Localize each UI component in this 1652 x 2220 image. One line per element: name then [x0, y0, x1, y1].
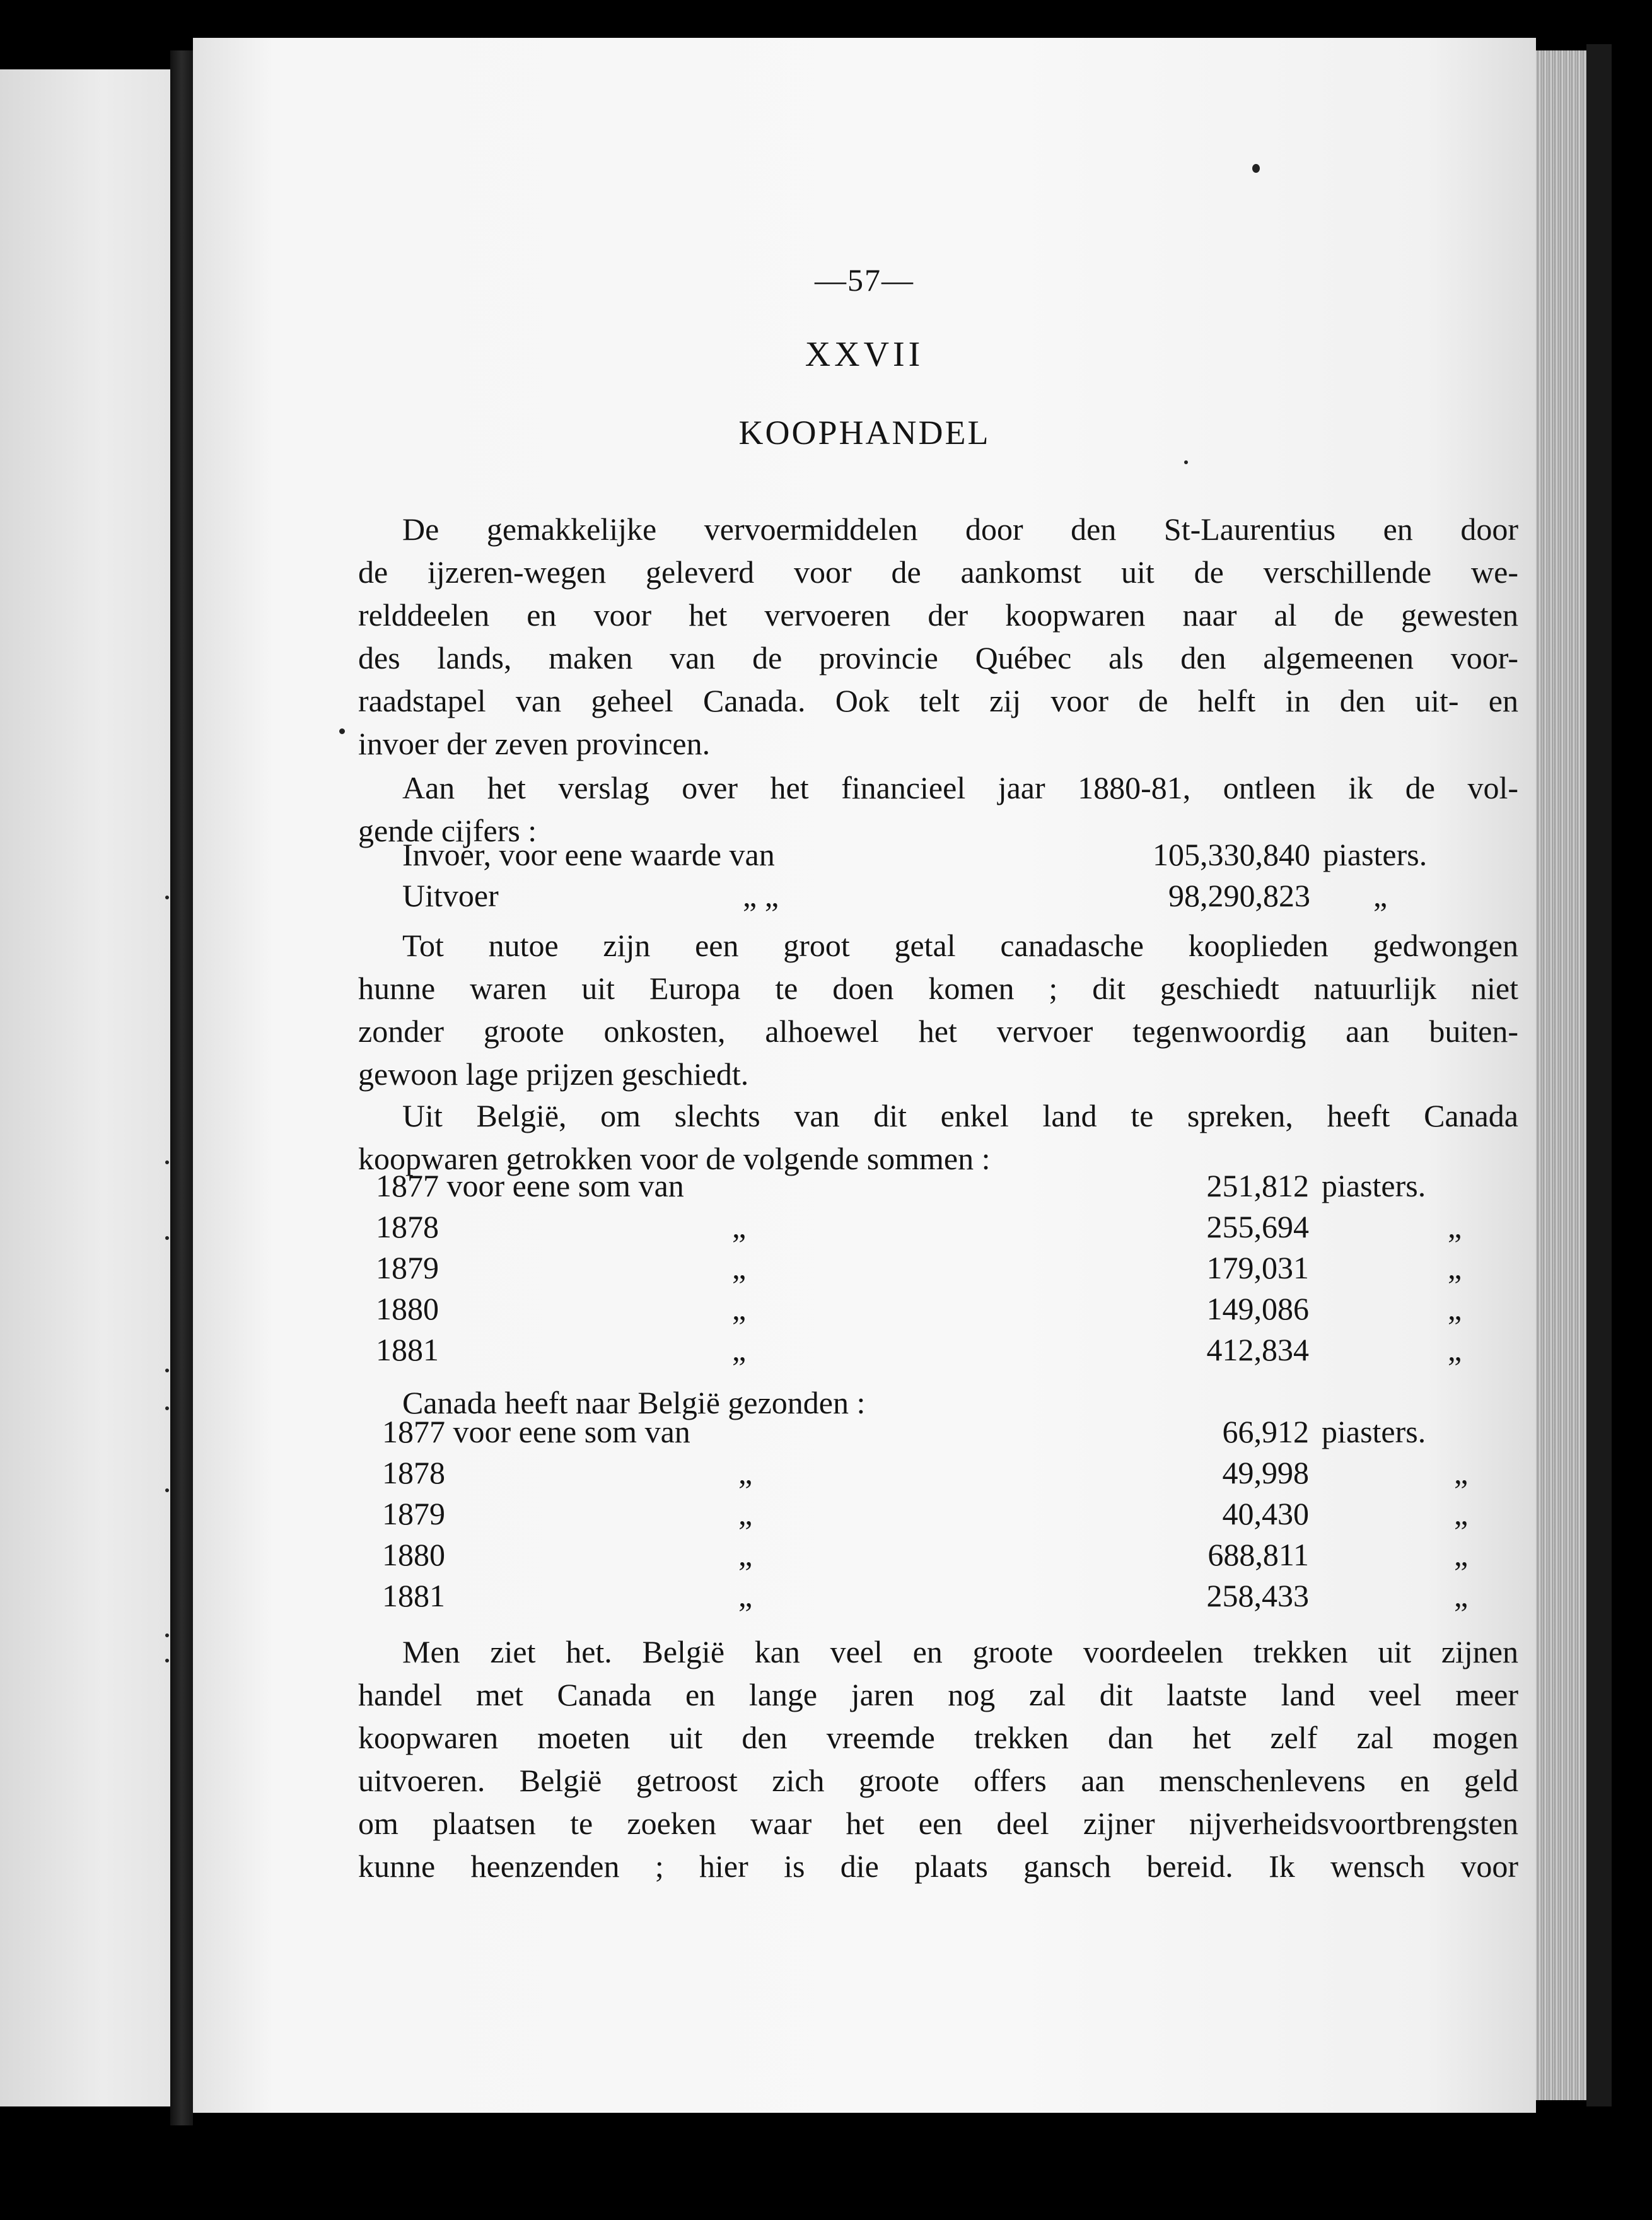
row-ditto: „: [738, 1496, 753, 1531]
row-amount: 179,031: [1206, 1250, 1309, 1285]
row-unit: „: [1448, 1332, 1462, 1367]
row-label: 1878: [376, 1209, 439, 1244]
text-line: gewoon lage prijzen geschiedt.: [358, 1056, 749, 1092]
text-line: Canada heeft naar België gezonden :: [402, 1385, 866, 1420]
row-label: 1878: [382, 1455, 445, 1490]
text-line: Tot nutoe zijn een groot getal canadasche kooplieden gedwongen: [402, 928, 1518, 963]
text-line: handel met Canada en lange jaren nog zal dit laatste land veel meer: [358, 1677, 1518, 1712]
text-line: om plaatsen te zoeken waar het een deel zijner nijverheidsvoortbrengsten: [358, 1806, 1518, 1841]
row-unit: „: [1448, 1250, 1462, 1285]
row-label: 1879: [382, 1496, 445, 1531]
text-line: Men ziet het. België kan veel en groote voordeelen trekken uit zijnen: [402, 1634, 1518, 1669]
scan-border: [1586, 44, 1612, 2106]
text-line: Aan het verslag over het financieel jaar 1880-81, ontleen ik de vol-: [402, 770, 1518, 805]
row-ditto: „: [732, 1250, 747, 1285]
row-label: Uitvoer: [402, 878, 499, 913]
row-ditto: „: [738, 1578, 753, 1613]
text-line: kunne heenzenden ; hier is die plaats gansch bereid. Ik wensch voor: [358, 1849, 1518, 1884]
row-label: 1879: [376, 1250, 439, 1285]
row-ditto: „: [732, 1209, 747, 1244]
text-line: zonder groote onkosten, alhoewel het vervoer tegenwoordig aan buiten-: [358, 1014, 1518, 1049]
paragraph-conclusion: [358, 1630, 1518, 1888]
row-unit: „: [1448, 1291, 1462, 1326]
row-ditto: „ „: [743, 878, 779, 913]
row-ditto: „: [738, 1537, 753, 1572]
row-unit: „: [1454, 1537, 1469, 1572]
row-amount: 149,086: [1206, 1291, 1309, 1326]
row-amount: 66,912: [1222, 1414, 1309, 1449]
text-line: De gemakkelijke vervoermiddelen door den St-Laurentius en door: [402, 511, 1518, 547]
row-label: 1880: [376, 1291, 439, 1326]
row-amount: 105,330,840: [1153, 837, 1310, 872]
row-unit: piasters.: [1322, 1414, 1426, 1449]
text-line: de ijzeren-wegen geleverd voor de aankomst uit de verschillende we-: [358, 554, 1518, 590]
scan-speck: [1252, 164, 1260, 173]
row-label: 1881: [376, 1332, 439, 1367]
chapter-heading: KOOPHANDEL: [738, 414, 991, 452]
scan-speck: [1184, 460, 1188, 464]
row-ditto: „: [732, 1291, 747, 1326]
row-label: 1881: [382, 1578, 445, 1613]
page-stack-edge: [1536, 50, 1586, 2100]
row-unit: „: [1454, 1578, 1469, 1613]
text-line: gende cijfers :: [358, 813, 537, 848]
row-amount: 688,811: [1207, 1537, 1309, 1572]
row-ditto: „: [732, 1332, 747, 1367]
text-line: des lands, maken van de provincie Québec als den algemeenen voor-: [358, 640, 1518, 675]
row-unit: „: [1454, 1496, 1469, 1531]
text-line: koopwaren getrokken voor de volgende sommen :: [358, 1141, 991, 1176]
row-unit: „: [1448, 1209, 1462, 1244]
row-label: Invoer, voor eene waarde van: [402, 837, 775, 872]
text-line: Uit België, om slechts van dit enkel land te spreken, heeft Canada: [402, 1098, 1518, 1133]
row-unit: piasters.: [1322, 1168, 1426, 1203]
text-line: raadstapel van geheel Canada. Ook telt zij voor de helft in den uit- en: [358, 683, 1518, 718]
book-gutter: [170, 50, 193, 2125]
text-line: koopwaren moeten uit den vreemde trekken dan het zelf zal mogen: [358, 1720, 1518, 1755]
text-line: hunne waren uit Europa te doen komen ; dit geschiedt natuurlijk niet: [358, 971, 1518, 1006]
row-unit: „: [1373, 878, 1388, 913]
row-amount: 49,998: [1222, 1455, 1309, 1490]
row-amount: 258,433: [1206, 1578, 1309, 1613]
row-label: 1880: [382, 1537, 445, 1572]
row-label: 1877 voor eene som van: [376, 1168, 684, 1203]
facing-page-edge: [0, 69, 170, 2106]
row-amount: 255,694: [1206, 1209, 1309, 1244]
row-amount: 98,290,823: [1168, 878, 1310, 913]
book-page: [193, 38, 1536, 2113]
row-unit: „: [1454, 1455, 1469, 1490]
row-amount: 412,834: [1206, 1332, 1309, 1367]
paragraph-intro: [358, 508, 1518, 765]
text-line: invoer der zeven provincen.: [358, 726, 711, 761]
page-number: —57—: [815, 262, 914, 298]
row-unit: piasters.: [1323, 837, 1428, 872]
scan-speck: [339, 728, 345, 734]
text-line: relddeelen en voor het vervoeren der koopwaren naar al de gewesten: [358, 597, 1518, 633]
row-ditto: „: [738, 1455, 753, 1490]
row-label: 1877 voor eene som van: [382, 1414, 690, 1449]
row-amount: 40,430: [1222, 1496, 1309, 1531]
page-content: [193, 38, 1536, 2113]
chapter-number: XXVII: [805, 335, 924, 374]
text-line: uitvoeren. België getroost zich groote offers aan menschenlevens en geld: [358, 1763, 1518, 1798]
row-amount: 251,812: [1206, 1168, 1309, 1203]
paragraph-merchants: [358, 924, 1518, 1095]
